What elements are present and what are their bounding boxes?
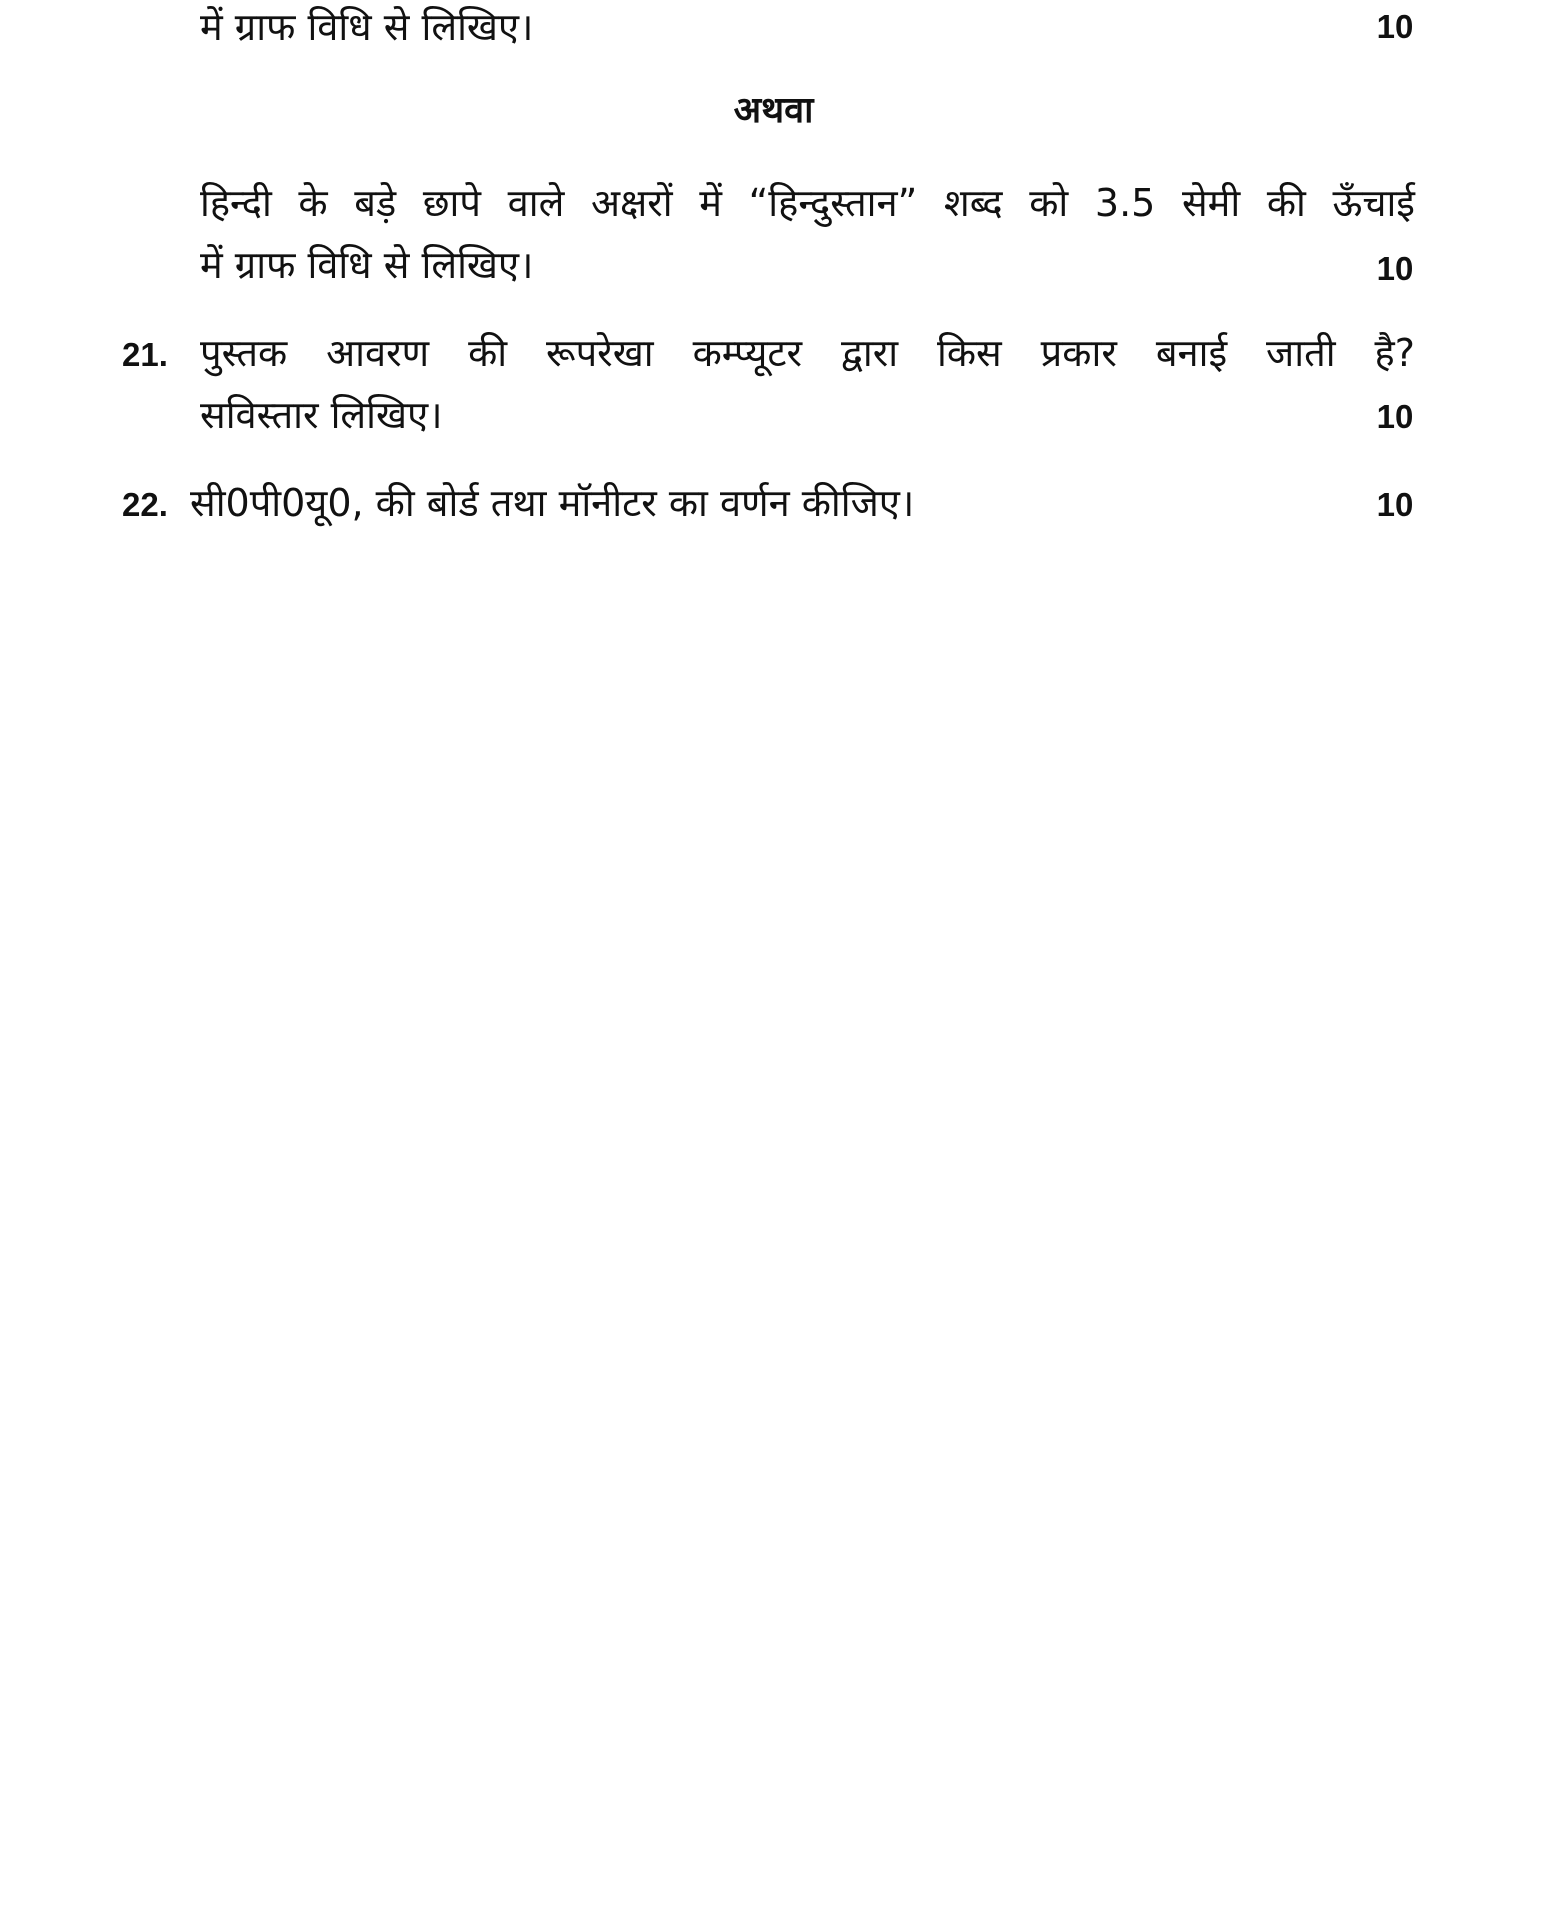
word: बनाई [1155,331,1228,375]
question-21-number: 21. [122,336,168,373]
word: “हिन्दुस्तान” [748,181,918,225]
word: छापे [422,181,481,225]
alternative-line-1 [200,178,1415,228]
word: है? [1374,331,1415,375]
question-21-line-2: सविस्तार लिखिए। [200,393,443,437]
word: किस [937,331,1002,375]
word: हिन्दी [200,181,272,225]
or-heading: अथवा [733,90,814,131]
continuation-text: में ग्राफ विधि से लिखिए। [200,5,534,49]
question-21-marks: 10 [1376,398,1414,435]
word: अक्षरों [590,181,673,225]
word: प्रकार [1040,331,1117,375]
question-22-marks: 10 [1376,486,1414,523]
word: द्वारा [841,331,899,375]
word: सेमी [1181,181,1241,225]
word: पुस्तक [200,331,288,375]
word: की [468,331,508,375]
word: जाती [1266,331,1336,375]
word: रूपरेखा [546,331,654,375]
word: वाले [507,181,565,225]
word: कम्प्यूटर [692,331,803,375]
word: के [298,181,328,225]
word: ऊँचाई [1332,181,1415,225]
alternative-marks: 10 [1376,250,1414,287]
word: में [699,181,722,225]
word: बड़े [354,181,397,225]
continuation-marks: 10 [1376,8,1414,45]
word: आवरण [326,331,430,375]
word: को [1029,181,1069,225]
word: 3.5 [1094,181,1156,225]
alternative-line-2: में ग्राफ विधि से लिखिए। [200,243,534,287]
word: की [1266,181,1306,225]
question-21-line-1 [200,328,1415,378]
question-22-number: 22. [122,486,168,523]
question-22-text: सी0पी0यू0, की बोर्ड तथा मॉनीटर का वर्णन कीजिए। [190,481,915,525]
word: शब्द [943,181,1003,225]
